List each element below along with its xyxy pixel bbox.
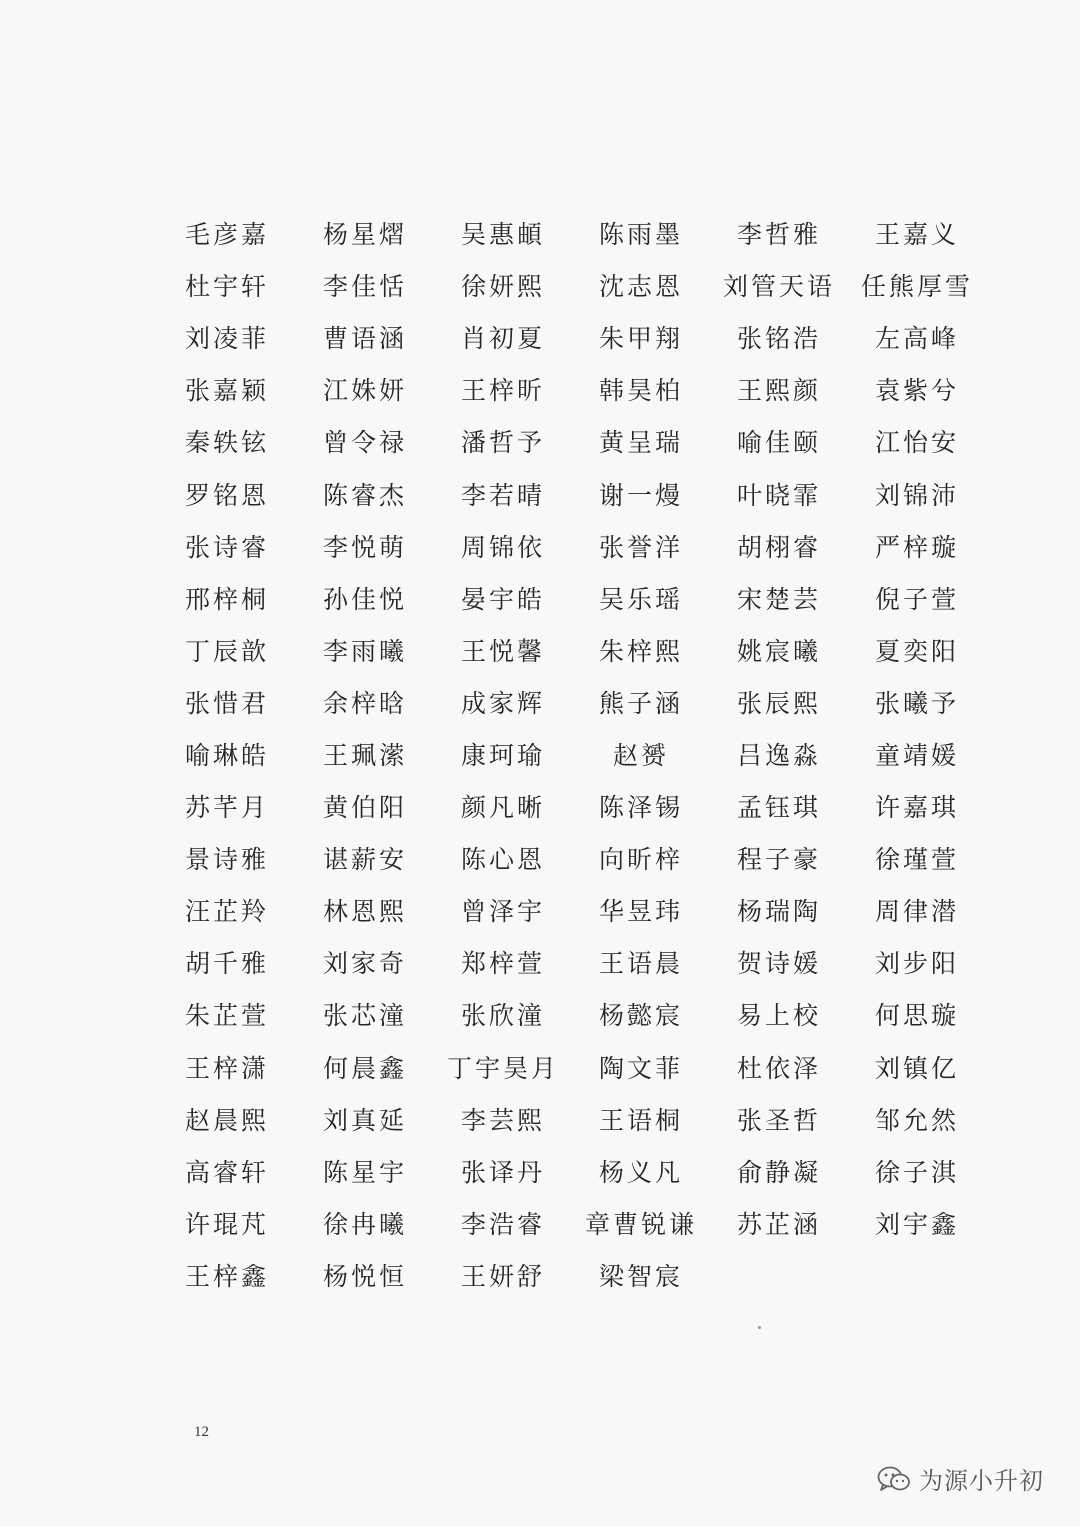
name-entry: 王珮潆 [322, 740, 407, 770]
name-entry: 吴乐瑶 [598, 584, 683, 614]
name-entry: 张欣潼 [460, 1001, 545, 1031]
name-entry: 陈睿杰 [322, 480, 407, 510]
name-entry: 宋楚芸 [736, 584, 821, 614]
name-entry: 苏芷涵 [736, 1209, 821, 1239]
name-entry: 胡栩睿 [736, 532, 821, 562]
name-entry: 朱芷萱 [184, 1001, 269, 1031]
name-entry: 颜凡晰 [460, 793, 545, 823]
name-entry: 韩昊柏 [598, 376, 683, 406]
name-entry: 徐冉曦 [322, 1209, 407, 1239]
name-entry: 任熊厚雪 [860, 272, 973, 302]
name-entry: 张圣哲 [736, 1105, 821, 1135]
name-entry: 严梓璇 [874, 532, 959, 562]
name-entry: 张铭浩 [736, 324, 821, 354]
name-entry: 杨星熠 [322, 220, 407, 250]
scan-speck [758, 1326, 761, 1329]
name-entry: 郑梓萱 [460, 949, 545, 979]
name-entry: 叶晓霏 [736, 480, 821, 510]
name-entry: 刘镇亿 [874, 1053, 959, 1083]
name-entry: 李佳恬 [322, 272, 407, 302]
name-entry: 汪芷羚 [184, 897, 269, 927]
name-entry: 潘哲予 [460, 428, 545, 458]
name-entry: 谢一熳 [598, 480, 683, 510]
name-entry: 姚宸曦 [736, 636, 821, 666]
name-entry: 邹允然 [874, 1105, 959, 1135]
name-entry: 周律潜 [874, 897, 959, 927]
name-entry: 王嘉义 [874, 220, 959, 250]
name-entry: 徐子淇 [874, 1157, 959, 1187]
name-entry: 喻佳颐 [736, 428, 821, 458]
name-entry: 邢梓桐 [184, 584, 269, 614]
name-entry: 周锦依 [460, 532, 545, 562]
name-entry: 何晨鑫 [322, 1053, 407, 1083]
name-entry: 童靖媛 [874, 740, 959, 770]
name-entry: 易上校 [736, 1001, 821, 1031]
name-entry: 张曦予 [874, 688, 959, 718]
name-entry: 王悦馨 [460, 636, 545, 666]
name-entry: 毛彦嘉 [184, 220, 269, 250]
watermark-text: 为源小升初 [919, 1467, 1044, 1495]
name-entry: 朱梓熙 [598, 636, 683, 666]
name-entry: 陈雨墨 [598, 220, 683, 250]
name-entry: 杨义凡 [598, 1157, 683, 1187]
name-entry: 成家辉 [460, 688, 545, 718]
name-entry: 余梓晗 [322, 688, 407, 718]
name-entry: 曹语涵 [322, 324, 407, 354]
name-entry: 刘凌菲 [184, 324, 269, 354]
name-entry: 贺诗媛 [736, 949, 821, 979]
name-entry: 李浩睿 [460, 1209, 545, 1239]
names-list [158, 207, 988, 1301]
name-entry: 肖初夏 [460, 324, 545, 354]
name-entry: 夏奕阳 [874, 636, 959, 666]
name-entry: 喻琳皓 [184, 740, 269, 770]
name-entry: 王语桐 [598, 1105, 683, 1135]
name-entry: 黄呈瑞 [598, 428, 683, 458]
name-entry: 沈志恩 [598, 272, 683, 302]
wechat-icon [877, 1466, 911, 1492]
name-entry: 胡千雅 [184, 949, 269, 979]
name-entry: 晏宇皓 [460, 584, 545, 614]
name-entry: 陈泽锡 [598, 793, 683, 823]
name-entry: 林恩熙 [322, 897, 407, 927]
watermark [877, 1461, 1044, 1496]
name-entry: 康珂瑜 [460, 740, 545, 770]
name-entry: 曾泽宇 [460, 897, 545, 927]
name-entry: 杨懿宸 [598, 1001, 683, 1031]
name-entry: 张诗睿 [184, 532, 269, 562]
name-entry: 罗铭恩 [184, 480, 269, 510]
name-entry: 王梓鑫 [184, 1261, 269, 1291]
name-entry: 许嘉琪 [874, 793, 959, 823]
name-entry: 袁紫兮 [874, 376, 959, 406]
name-entry: 丁辰歆 [184, 636, 269, 666]
name-entry: 赵晨熙 [184, 1105, 269, 1135]
name-entry: 何思璇 [874, 1001, 959, 1031]
name-entry: 张嘉颖 [184, 376, 269, 406]
name-entry: 章曹锐谦 [584, 1209, 697, 1239]
name-entry: 李悦萌 [322, 532, 407, 562]
name-entry: 杜宇轩 [184, 272, 269, 302]
name-entry: 俞静凝 [736, 1157, 821, 1187]
name-entry: 华昱玮 [598, 897, 683, 927]
name-entry: 张芯潼 [322, 1001, 407, 1031]
name-entry: 倪子萱 [874, 584, 959, 614]
name-entry: 程子豪 [736, 845, 821, 875]
name-entry: 李芸熙 [460, 1105, 545, 1135]
name-entry: 陈星宇 [322, 1157, 407, 1187]
name-entry: 王妍舒 [460, 1261, 545, 1291]
name-entry: 丁宇昊月 [446, 1053, 559, 1083]
name-entry: 景诗雅 [184, 845, 269, 875]
name-entry: 刘锦沛 [874, 480, 959, 510]
name-entry: 江怡安 [874, 428, 959, 458]
name-entry: 张译丹 [460, 1157, 545, 1187]
name-entry: 王熙颜 [736, 376, 821, 406]
name-entry: 孟钰琪 [736, 793, 821, 823]
name-entry: 徐瑾萱 [874, 845, 959, 875]
name-entry: 刘步阳 [874, 949, 959, 979]
name-entry: 王梓昕 [460, 376, 545, 406]
name-entry: 左高峰 [874, 324, 959, 354]
name-entry: 谌薪安 [322, 845, 407, 875]
name-entry: 张辰熙 [736, 688, 821, 718]
name-entry: 杨瑞陶 [736, 897, 821, 927]
name-entry: 梁智宸 [598, 1261, 683, 1291]
name-entry: 陶文菲 [598, 1053, 683, 1083]
name-entry: 王语晨 [598, 949, 683, 979]
name-entry: 李雨曦 [322, 636, 407, 666]
name-entry: 苏芊月 [184, 793, 269, 823]
name-entry: 刘管天语 [722, 272, 835, 302]
name-entry: 曾令禄 [322, 428, 407, 458]
name-entry: 王梓潇 [184, 1053, 269, 1083]
name-entry: 刘家奇 [322, 949, 407, 979]
name-entry: 江姝妍 [322, 376, 407, 406]
name-entry: 刘真延 [322, 1105, 407, 1135]
name-entry: 吕逸淼 [736, 740, 821, 770]
name-entry: 秦轶铉 [184, 428, 269, 458]
name-entry: 徐妍熙 [460, 272, 545, 302]
name-entry: 杜依泽 [736, 1053, 821, 1083]
name-entry: 陈心恩 [460, 845, 545, 875]
name-entry: 吴惠頔 [460, 220, 545, 250]
name-entry: 刘宇鑫 [874, 1209, 959, 1239]
name-entry: 高睿轩 [184, 1157, 269, 1187]
name-entry: 赵赟 [612, 740, 669, 770]
name-entry: 黄伯阳 [322, 793, 407, 823]
name-entry: 孙佳悦 [322, 584, 407, 614]
name-entry: 向昕梓 [598, 845, 683, 875]
name-entry: 李哲雅 [736, 220, 821, 250]
name-entry: 熊子涵 [598, 688, 683, 718]
name-entry: 朱甲翔 [598, 324, 683, 354]
name-entry: 杨悦恒 [322, 1261, 407, 1291]
name-entry: 许琨芃 [184, 1209, 269, 1239]
name-entry: 李若晴 [460, 480, 545, 510]
name-entry: 张惜君 [184, 688, 269, 718]
name-entry: 张誉洋 [598, 532, 683, 562]
page-number: 12 [194, 1424, 209, 1440]
